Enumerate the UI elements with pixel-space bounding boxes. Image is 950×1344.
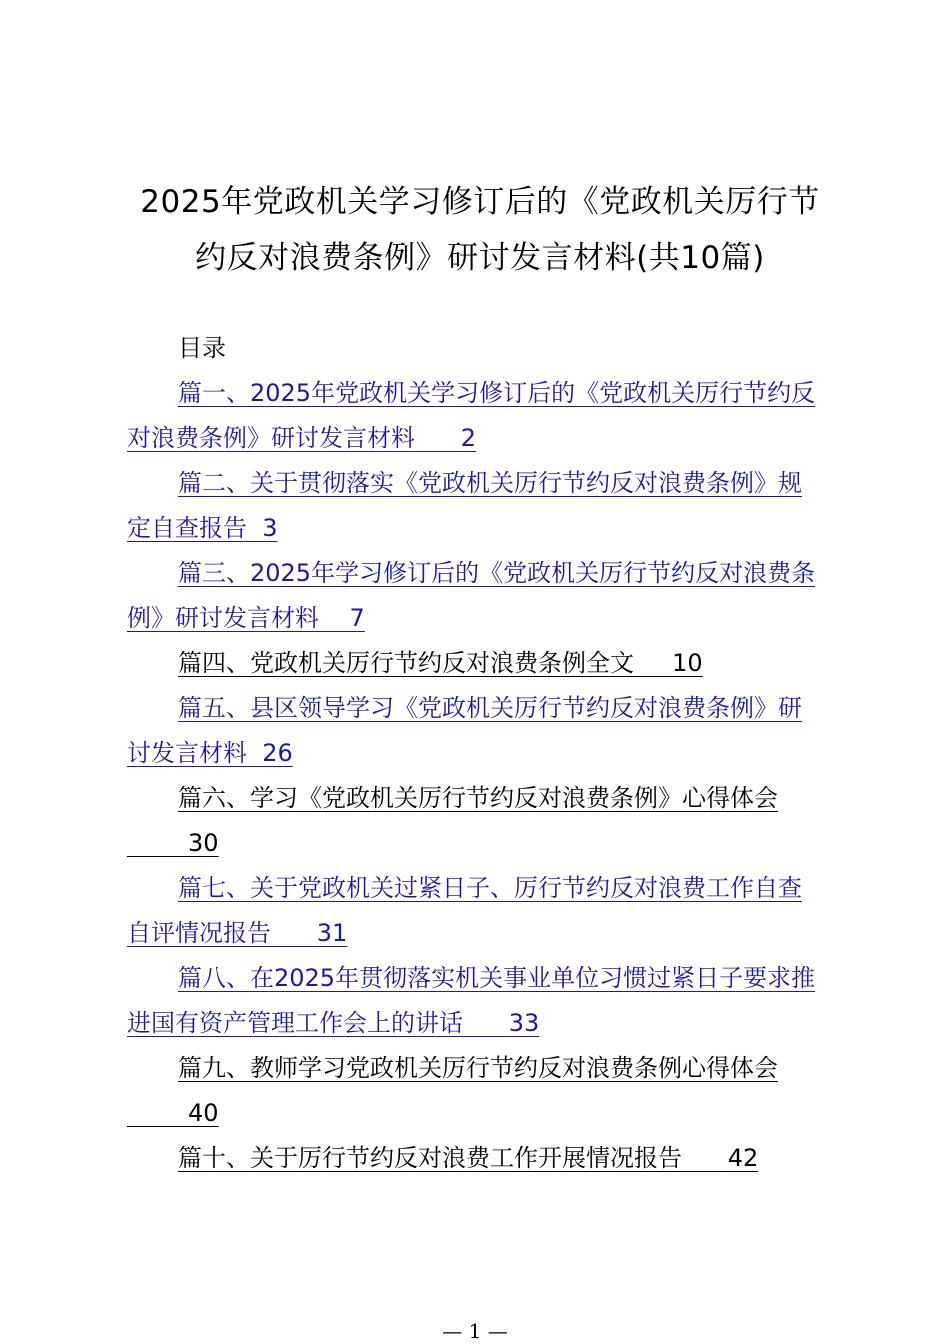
toc-item-label: 篇二、关于贯彻落实《党政机关厉行节约反对浪费条例》规定自查报告 [127,469,802,542]
toc-item-7[interactable] [127,866,817,956]
table-of-contents [127,371,817,1181]
toc-item-page: 40 [188,1099,219,1127]
toc-item-5[interactable] [127,686,817,776]
toc-item-page: 3 [262,514,278,542]
toc-item-9[interactable] [127,1046,817,1136]
page-number: — 1 — [442,1319,508,1343]
toc-item-label: 篇一、2025年党政机关学习修订后的《党政机关厉行节约反对浪费条例》研讨发言材料 [127,379,816,452]
toc-item-label: 篇八、在2025年贯彻落实机关事业单位习惯过紧日子要求推进国有资产管理工作会上的讲话 [127,964,816,1037]
toc-item-page: 31 [316,919,348,947]
toc-item-page: 42 [727,1144,759,1172]
toc-item-page: 10 [672,649,703,677]
toc-item-page: 26 [262,739,293,767]
toc-item-3[interactable] [127,551,817,641]
toc-item-label: 篇三、2025年学习修订后的《党政机关厉行节约反对浪费条例》研讨发言材料 [127,559,816,632]
toc-item-label: 篇十、关于厉行节约反对浪费工作开展情况报告 [178,1144,682,1172]
toc-item-6[interactable] [127,776,817,866]
toc-item-label: 篇九、教师学习党政机关厉行节约反对浪费条例心得体会 [178,1054,778,1082]
toc-item-page: 30 [188,829,219,857]
document-title: 2025年党政机关学习修订后的《党政机关厉行节约反对浪费条例》研讨发言材料(共10篇) [140,184,820,276]
toc-item-1[interactable] [127,371,817,461]
toc-item-label: 篇四、党政机关厉行节约反对浪费条例全文 [178,649,634,677]
toc-item-8[interactable] [127,956,817,1046]
toc-item-label: 篇七、关于党政机关过紧日子、厉行节约反对浪费工作自查自评情况报告 [127,874,802,947]
toc-item-4[interactable] [127,641,817,686]
toc-heading: 目录 [178,334,226,362]
toc-item-2[interactable] [127,461,817,551]
toc-item-label: 篇五、县区领导学习《党政机关厉行节约反对浪费条例》研讨发言材料 [127,694,802,767]
toc-item-page: 33 [508,1009,540,1037]
toc-item-page: 2 [460,424,477,452]
toc-item-label: 篇六、学习《党政机关厉行节约反对浪费条例》心得体会 [178,784,778,812]
toc-item-10[interactable] [127,1136,817,1181]
toc-item-page: 7 [349,604,365,632]
